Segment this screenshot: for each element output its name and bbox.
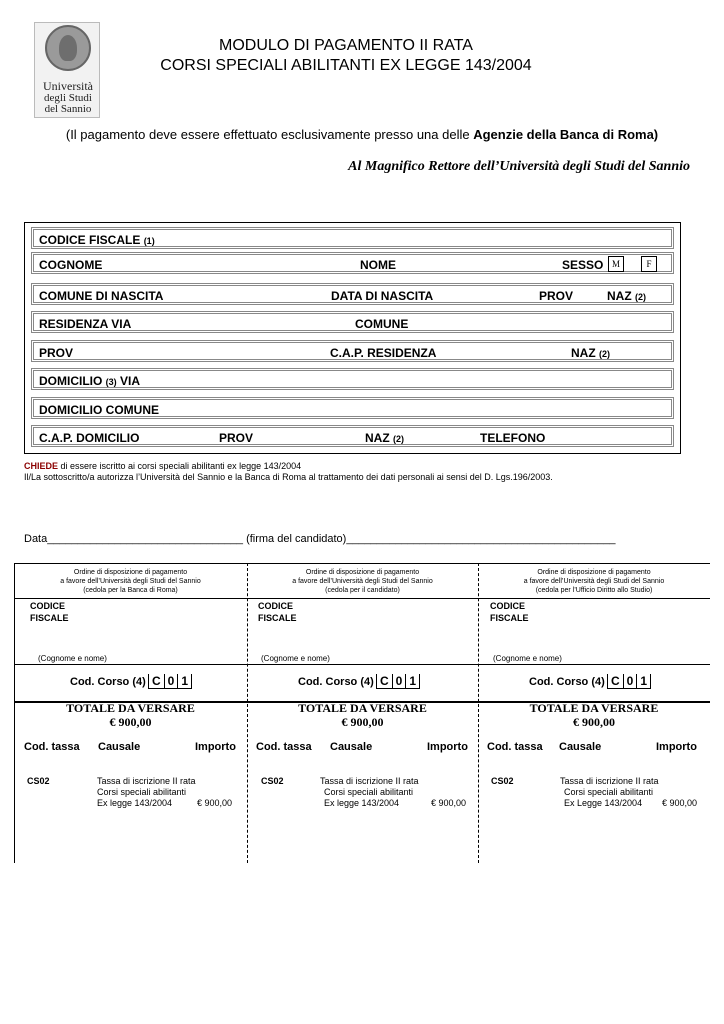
page-subtitle: CORSI SPECIALI ABILITANTI EX LEGGE 143/2004 — [160, 57, 532, 74]
note-2c: (2) — [393, 434, 405, 444]
corso-digit-1: 1 — [405, 674, 420, 689]
corso-digit-1: 1 — [636, 674, 651, 689]
cedola-2-l3: (cedola per il candidato) — [325, 587, 400, 594]
corso-digit-1: 1 — [177, 674, 192, 689]
label-nome: NOME — [360, 258, 396, 272]
cedola-2-importo: € 900,00 — [431, 798, 467, 808]
cedola-banca — [14, 563, 247, 863]
label-naz: NAZ — [607, 289, 632, 303]
corso-digit-c: C — [607, 674, 623, 689]
cedola-2-causa3: Ex legge 143/2004 — [324, 798, 400, 808]
cedola-1-divider-2 — [14, 664, 247, 665]
cedola-1-codice: CS02 — [27, 776, 50, 786]
row-nascita[interactable] — [31, 283, 674, 305]
cedola-1-importo-tot: € 900,00 — [109, 715, 152, 729]
label-data-nascita: DATA DI NASCITA — [331, 289, 434, 303]
cedola-3-l2: a favore dell’Università degli Studi del Sannio — [523, 578, 665, 585]
chiede-bold: CHIEDE — [24, 461, 59, 471]
cedola-3-causa3: Ex Legge 143/2004 — [564, 798, 643, 808]
payment-note-text: (Il pagamento deve essere effettuato esclusivamente presso una delle — [65, 127, 474, 142]
cedola-2-corso-boxes — [376, 672, 420, 690]
label-domicilio: DOMICILIO — [39, 374, 103, 388]
cedola-1-corso-boxes — [148, 672, 192, 690]
label-cognome: COGNOME — [39, 258, 103, 272]
corso-digit-0: 0 — [392, 674, 406, 689]
cedola-3-l1: Ordine di disposizione di pagamento — [537, 569, 651, 576]
note-3: (3) — [105, 377, 117, 387]
cedola-1-corso: Cod. Corso (4) — [70, 676, 146, 688]
corso-digit-0: 0 — [623, 674, 637, 689]
cedola-1-l1: Ordine di disposizione di pagamento — [73, 569, 188, 576]
corso-digit-c: C — [148, 674, 164, 689]
data-field[interactable]: Data________________________________ — [24, 533, 244, 545]
privacy-consent: Il/La sottoscritto/a autorizza l’Università del Sannio e la Banca di Roma al trattamento dei dati personali ai sensi del D. Lgs.196/2003. — [24, 472, 553, 482]
cedola-3-importo-tot: € 900,00 — [573, 715, 615, 729]
label-domicilio-comune: DOMICILIO COMUNE — [39, 403, 159, 417]
cedola-diritto-studio — [478, 563, 710, 863]
cedola-3-corso-boxes — [607, 672, 651, 690]
cedola-2-h2: Causale — [330, 741, 373, 753]
cedola-1-l3: (cedola per la Banca di Roma) — [83, 587, 178, 594]
label-comune: COMUNE — [355, 317, 409, 331]
cedola-3-h3: Importo — [656, 741, 697, 753]
cedola-2-cognome: (Cognome e nome) — [261, 654, 330, 663]
cedola-2-h3: Importo — [427, 741, 468, 753]
note-2: (2) — [635, 292, 647, 302]
sesso-m-checkbox[interactable]: M — [608, 256, 624, 272]
cedola-3-importo: € 900,00 — [662, 798, 698, 808]
cedola-1-h1: Cod. tassa — [24, 741, 80, 753]
cedola-candidato — [247, 563, 478, 863]
cedola-2-totale: TOTALE DA VERSARE — [298, 701, 427, 715]
cedola-3-cf2: FISCALE — [490, 613, 529, 623]
cedola-3-totale: TOTALE DA VERSARE — [529, 701, 659, 715]
row-domicilio-comune[interactable] — [31, 397, 674, 419]
cedola-2-codice: CS02 — [261, 776, 284, 786]
signature-line[interactable] — [24, 533, 616, 545]
logo-line-1: Università — [43, 79, 93, 93]
page-title: MODULO DI PAGAMENTO II RATA — [219, 37, 473, 54]
corso-digit-0: 0 — [164, 674, 178, 689]
cedola-3-h2: Causale — [559, 741, 602, 753]
cedola-2-causa2: Corsi speciali abilitanti — [324, 787, 414, 797]
cedola-1-l2: a favore dell’Università degli Studi del Sannio — [60, 578, 201, 585]
cedola-2-l1: Ordine di disposizione di pagamento — [305, 569, 420, 576]
cedola-2-cf2: FISCALE — [258, 613, 297, 623]
cedola-1-cf2: FISCALE — [30, 613, 69, 623]
cedola-3-divider — [478, 598, 710, 599]
note-2b: (2) — [599, 349, 611, 359]
cedola-1-causa2: Corsi speciali abilitanti — [97, 787, 187, 797]
personal-data-form — [24, 222, 681, 454]
row-residenza-cap[interactable] — [31, 340, 674, 362]
payment-note — [0, 127, 724, 142]
label-prov-domicilio: PROV — [219, 431, 254, 445]
cedola-3-codice: CS02 — [491, 776, 514, 786]
row-codice-fiscale[interactable] — [31, 227, 674, 249]
cedola-3-corso: Cod. Corso (4) — [529, 676, 605, 688]
addressee: Al Magnifico Rettore dell’Università degli Studi del Sannio — [348, 159, 690, 174]
logo-line-3: del Sannio — [44, 103, 92, 115]
firma-field[interactable]: (firma del candidato)____________________________________________ — [243, 533, 616, 545]
cedola-3-causa2: Corsi speciali abilitanti — [564, 787, 654, 797]
cedola-3-cf1: CODICE — [490, 601, 526, 611]
label-prov: PROV — [539, 289, 574, 303]
cedola-1-causa3: Ex legge 143/2004 — [97, 798, 173, 808]
cedola-3-l3: (cedola per l’Ufficio Diritto allo Studio) — [535, 587, 653, 594]
label-naz-domicilio: NAZ — [365, 431, 390, 445]
cedola-2-cf1: CODICE — [258, 601, 294, 611]
cedola-1-importo: € 900,00 — [197, 798, 233, 808]
cedola-2-l2: a favore dell’Università degli Studi del Sannio — [292, 578, 433, 585]
sesso-f-checkbox[interactable]: F — [641, 256, 657, 272]
label-telefono: TELEFONO — [480, 431, 546, 445]
cedola-2-divider — [247, 598, 478, 599]
cedola-3-h1: Cod. tassa — [487, 741, 543, 753]
label-comune-nascita: COMUNE DI NASCITA — [39, 289, 164, 303]
cedola-1-cognome: (Cognome e nome) — [38, 654, 107, 663]
cedola-1-divider — [14, 598, 247, 599]
row-domicilio-cap[interactable] — [31, 425, 674, 447]
row-residenza[interactable] — [31, 311, 674, 333]
cedola-2-h1: Cod. tassa — [256, 741, 312, 753]
label-residenza-via: RESIDENZA VIA — [39, 317, 132, 331]
seal-icon — [45, 25, 91, 71]
cedola-3-divider-2 — [478, 664, 710, 665]
label-sesso: SESSO — [562, 258, 604, 272]
university-logo — [34, 22, 100, 118]
chiede-line — [24, 461, 301, 471]
cedola-2-importo-tot: € 900,00 — [341, 715, 384, 729]
payment-note-bold: Agenzie della Banca di Roma) — [473, 127, 659, 142]
label-prov-residenza: PROV — [39, 346, 74, 360]
label-cap-domicilio: C.A.P. DOMICILIO — [39, 431, 140, 445]
label-via: VIA — [120, 374, 141, 388]
corso-digit-c: C — [376, 674, 392, 689]
note-1: (1) — [143, 236, 155, 246]
logo-line-2: degli Studi — [44, 92, 92, 104]
cedola-1-h3: Importo — [195, 741, 236, 753]
label-codice-fiscale: CODICE FISCALE — [39, 233, 141, 247]
cedola-3-causa1: Tassa di iscrizione II rata — [560, 776, 659, 786]
label-naz-residenza: NAZ — [571, 346, 596, 360]
chiede-text: di essere iscritto ai corsi speciali abilitanti ex legge 143/2004 — [58, 461, 302, 471]
cedola-1-cf1: CODICE — [30, 601, 66, 611]
row-anagrafica[interactable] — [31, 252, 674, 274]
cedola-1-causa1: Tassa di iscrizione II rata — [97, 776, 196, 786]
cedola-2-divider-2 — [247, 664, 478, 665]
cedola-2-causa1: Tassa di iscrizione II rata — [320, 776, 419, 786]
cedola-1-totale: TOTALE DA VERSARE — [66, 701, 195, 715]
cedola-2-corso: Cod. Corso (4) — [298, 676, 374, 688]
cedola-3-cognome: (Cognome e nome) — [493, 654, 562, 663]
row-domicilio[interactable] — [31, 368, 674, 390]
cedola-1-h2: Causale — [98, 741, 141, 753]
label-cap-residenza: C.A.P. RESIDENZA — [330, 346, 437, 360]
